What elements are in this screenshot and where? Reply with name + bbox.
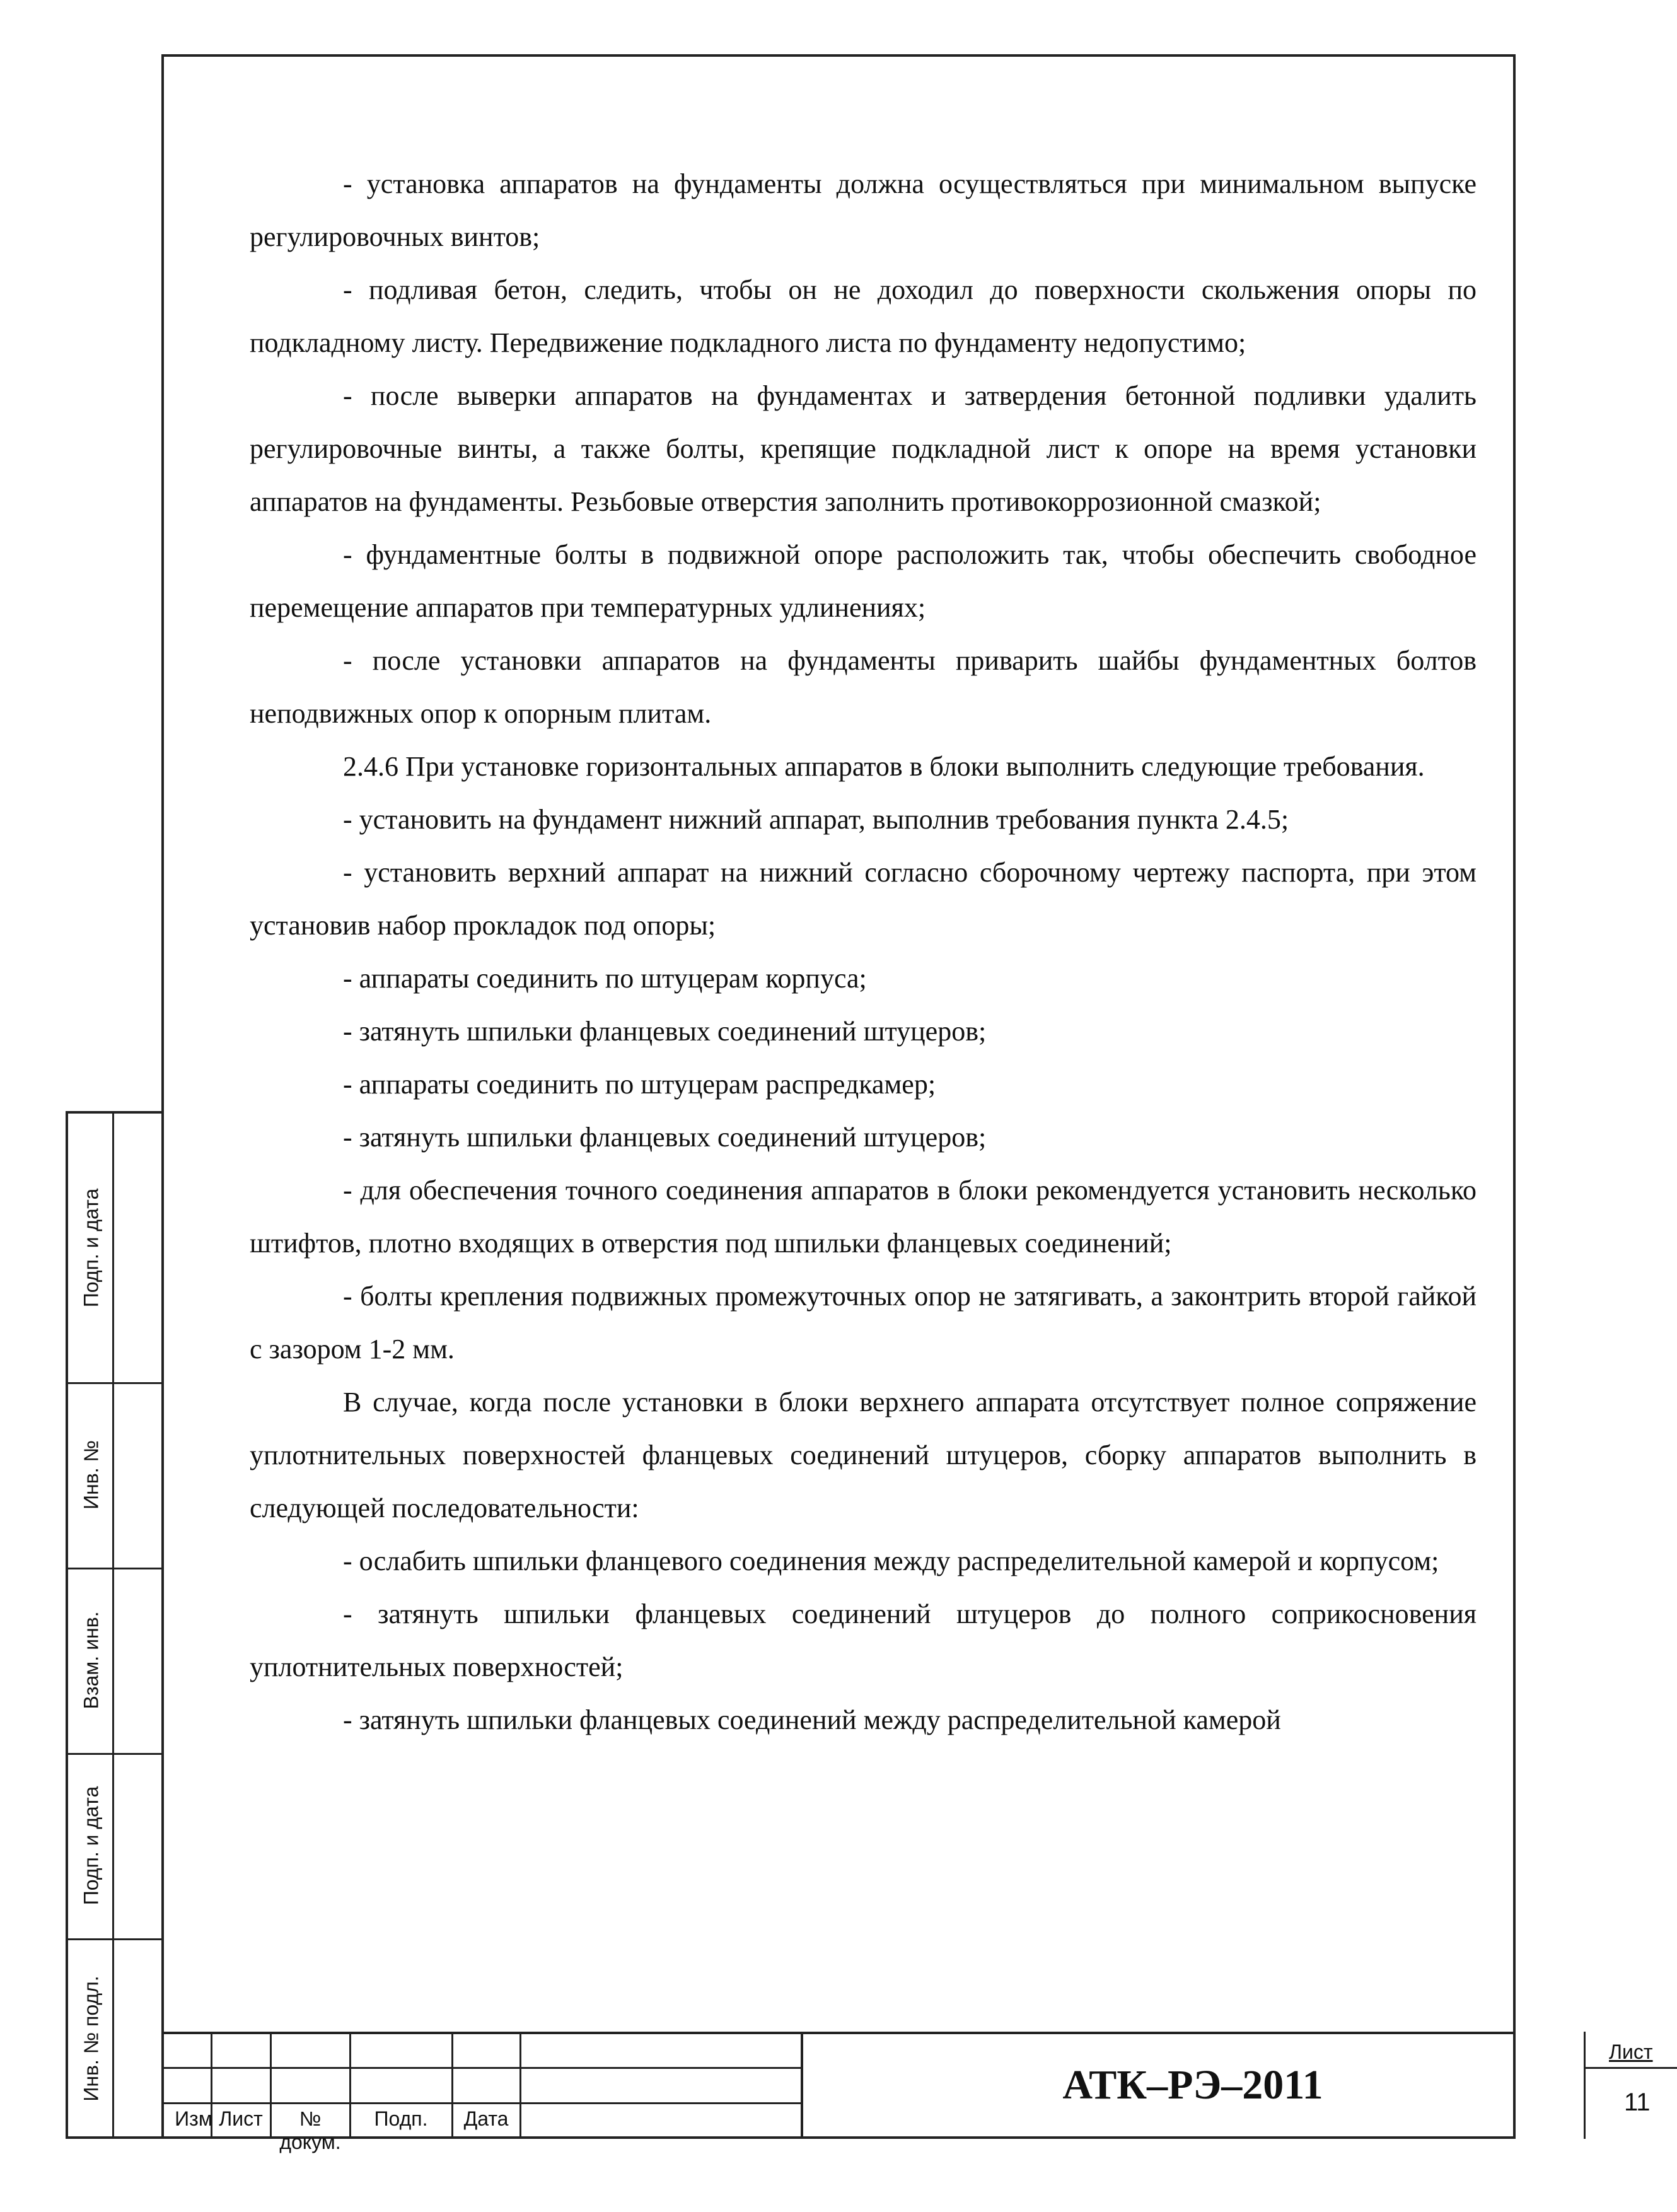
paragraph: - после установки аппаратов на фундаменты приварить шайбы фундаментных болтов неподвижных опор к опорным плитам. xyxy=(250,645,1477,729)
column-izm: Изм xyxy=(175,2107,212,2130)
title-block xyxy=(161,2032,1653,2153)
paragraph: - затянуть шпильки фланцевых соединений между распределительной камерой xyxy=(343,1704,1281,1735)
document-body xyxy=(250,158,1477,1747)
column-signature: Подп. xyxy=(374,2107,428,2130)
paragraph: В случае, когда после установки в блоки верхнего аппарата отсутствует полное сопряжение уплотнительных поверхностей фланцевых соединений штуцеров, сборку аппаратов выполнить в следующей последовательности: xyxy=(250,1387,1477,1523)
paragraph: - аппараты соединить по штуцерам корпуса; xyxy=(343,963,867,994)
paragraph: - после выверки аппаратов на фундаментах и затвердения бетонной подливки удалить регулировочные винты, а также болты, крепящие подкладной лист к опоре на время установки аппаратов на фундаменты. Резьбовые отверстия заполнить противокоррозионной смазкой; xyxy=(250,380,1477,517)
column-date: Дата xyxy=(463,2107,509,2130)
side-label-sign-date: Подп. и дата xyxy=(79,1188,103,1308)
column-doc-num: № докум. xyxy=(279,2107,341,2153)
paragraph: - установить на фундамент нижний аппарат, выполнив требования пункта 2.4.5; xyxy=(343,804,1289,835)
side-label-replace-inv: Взам. инв. xyxy=(79,1611,103,1709)
document-code: АТК–РЭ–2011 xyxy=(1062,2062,1323,2108)
paragraph: - затянуть шпильки фланцевых соединений штуцеров; xyxy=(343,1122,987,1153)
side-label-sign-date-2: Подп. и дата xyxy=(79,1786,103,1906)
paragraph: - установить верхний аппарат на нижний согласно сборочному чертежу паспорта, при этом установив набор прокладок под опоры; xyxy=(250,857,1477,941)
paragraph: - аппараты соединить по штуцерам распредкамер; xyxy=(343,1069,936,1100)
sheet-label: Лист xyxy=(1609,2040,1653,2063)
paragraph: - установка аппаратов на фундаменты должна осуществляться при минимальном выпуске регулировочных винтов; xyxy=(250,168,1477,252)
paragraph: - фундаментные болты в подвижной опоре расположить так, чтобы обеспечить свободное перемещение аппаратов при температурных удлинениях; xyxy=(250,539,1477,623)
section-2-4-6: 2.4.6 При установке горизонтальных аппаратов в блоки выполнить следующие требования. xyxy=(343,751,1425,782)
paragraph: - болты крепления подвижных промежуточных опор не затягивать, а законтрить второй гайкой с зазором 1-2 мм. xyxy=(250,1281,1477,1365)
paragraph: - ослабить шпильки фланцевого соединения между распределительной камерой и корпусом; xyxy=(343,1545,1439,1576)
paragraph: - затянуть шпильки фланцевых соединений штуцеров до полного соприкосновения уплотнительных поверхностей; xyxy=(250,1598,1477,1682)
side-stamp-column xyxy=(66,1111,161,2139)
paragraph: - для обеспечения точного соединения аппаратов в блоки рекомендуется установить несколько штифтов, плотно входящих в отверстия под шпильки фланцевых соединений; xyxy=(250,1175,1477,1259)
paragraph: - затянуть шпильки фланцевых соединений штуцеров; xyxy=(343,1016,987,1047)
column-list: Лист xyxy=(219,2107,263,2130)
side-label-orig-inv-num: Инв. № подл. xyxy=(79,1976,103,2102)
sheet-number: 11 xyxy=(1624,2088,1651,2116)
side-label-inv-num: Инв. № xyxy=(79,1440,103,1510)
paragraph: - подливая бетон, следить, чтобы он не доходил до поверхности скольжения опоры по подкладному листу. Передвижение подкладного листа по фундаменту недопустимо; xyxy=(250,274,1477,358)
